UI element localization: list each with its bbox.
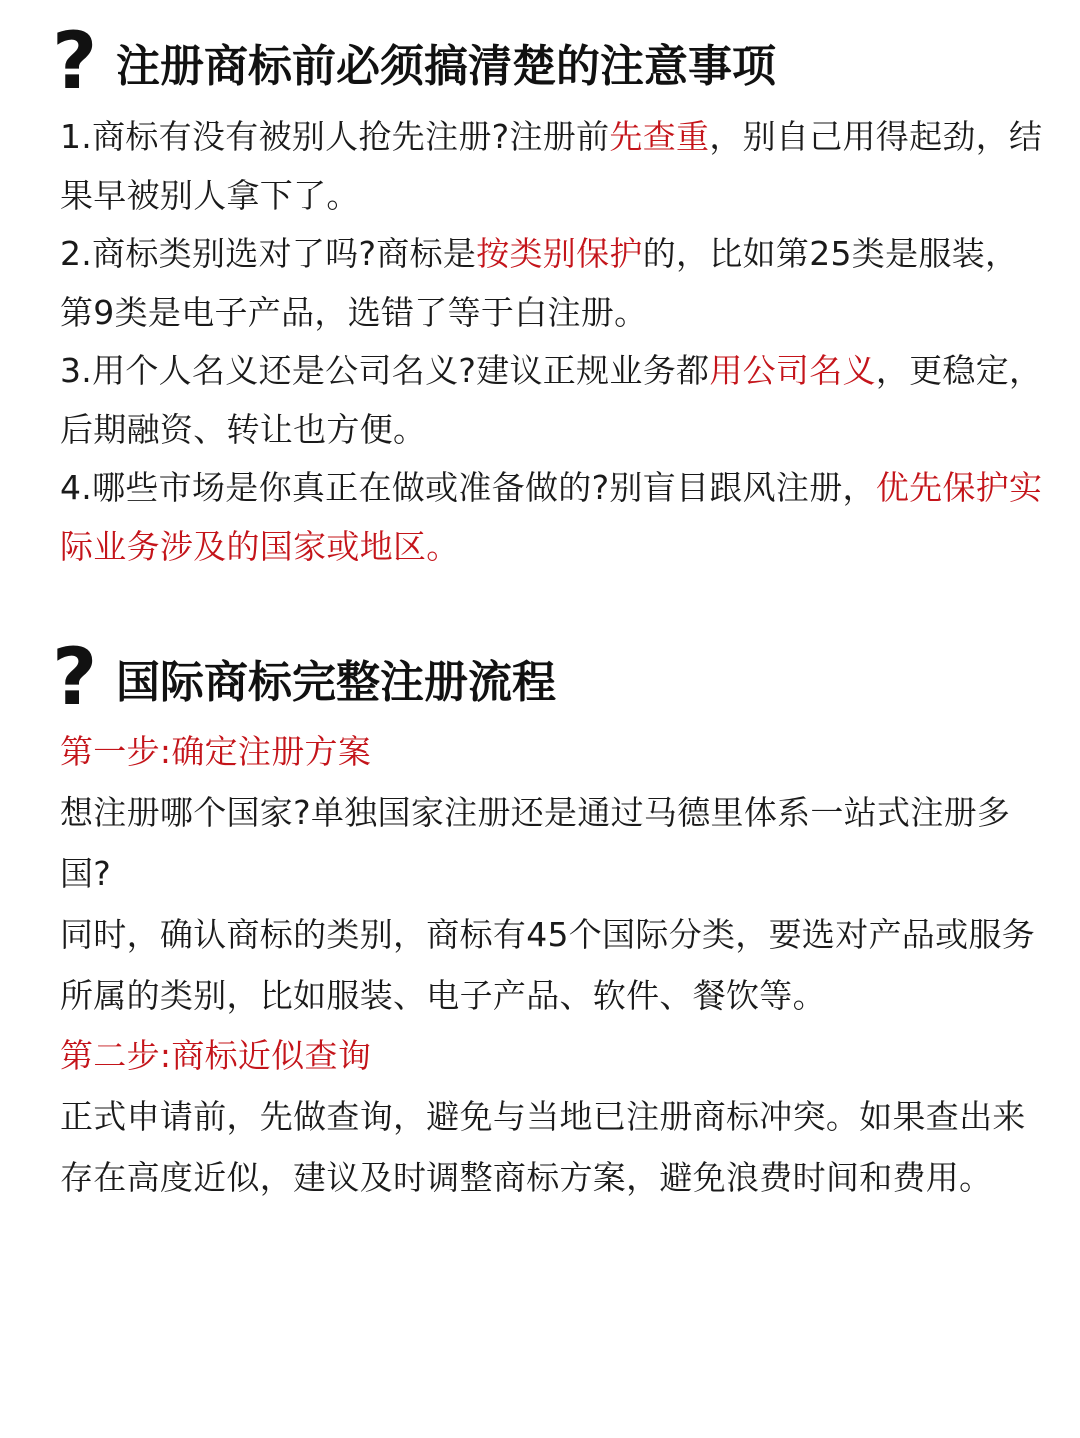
list-item: 3.用个人名义还是公司名义?建议正规业务都用公司名义，更稳定，后期融资、转让也方便。 (60, 351, 1043, 449)
highlight-text: 按类别保护 (476, 234, 643, 273)
highlight-text: 用公司名义 (709, 351, 876, 390)
step-title: 第二步:商标近似查询 (60, 1036, 372, 1075)
section-heading (52, 633, 1080, 724)
step-title: 第一步:确定注册方案 (60, 732, 372, 771)
section-heading (52, 17, 1080, 108)
step-paragraph: 同时，确认商标的类别，商标有45个国际分类，要选对产品或服务所属的类别，比如服装、电子产品、软件、餐饮等。 (60, 915, 1035, 1015)
section-title: 国际商标完整注册流程 (116, 657, 556, 708)
notes-list (60, 108, 1045, 576)
section-notes (0, 17, 1080, 576)
list-item: 1.商标有没有被别人抢先注册?注册前先查重，别自己用得起劲，结果早被别人拿下了。 (60, 117, 1043, 215)
section-process (0, 633, 1080, 1208)
section-title: 注册商标前必须搞清楚的注意事项 (116, 41, 776, 92)
highlight-text: 优先保护实际业务涉及的国家或地区。 (60, 468, 1043, 566)
list-item: 2.商标类别选对了吗?商标是按类别保护的，比如第25类是服装，第9类是电子产品，选错了等于白注册。 (60, 234, 1019, 332)
process-steps (60, 722, 1045, 1208)
list-item: 4.哪些市场是你真正在做或准备做的?别盲目跟风注册，优先保护实际业务涉及的国家或地区。 (60, 468, 1043, 566)
step-paragraph: 正式申请前，先做查询，避免与当地已注册商标冲突。如果查出来存在高度近似，建议及时调整商标方案，避免浪费时间和费用。 (60, 1097, 1026, 1197)
highlight-text: 先查重 (609, 117, 710, 156)
question-mark-icon: ? (52, 17, 98, 107)
question-mark-icon: ? (52, 633, 98, 723)
step-paragraph: 想注册哪个国家?单独国家注册还是通过马德里体系一站式注册多国? (60, 793, 1011, 893)
